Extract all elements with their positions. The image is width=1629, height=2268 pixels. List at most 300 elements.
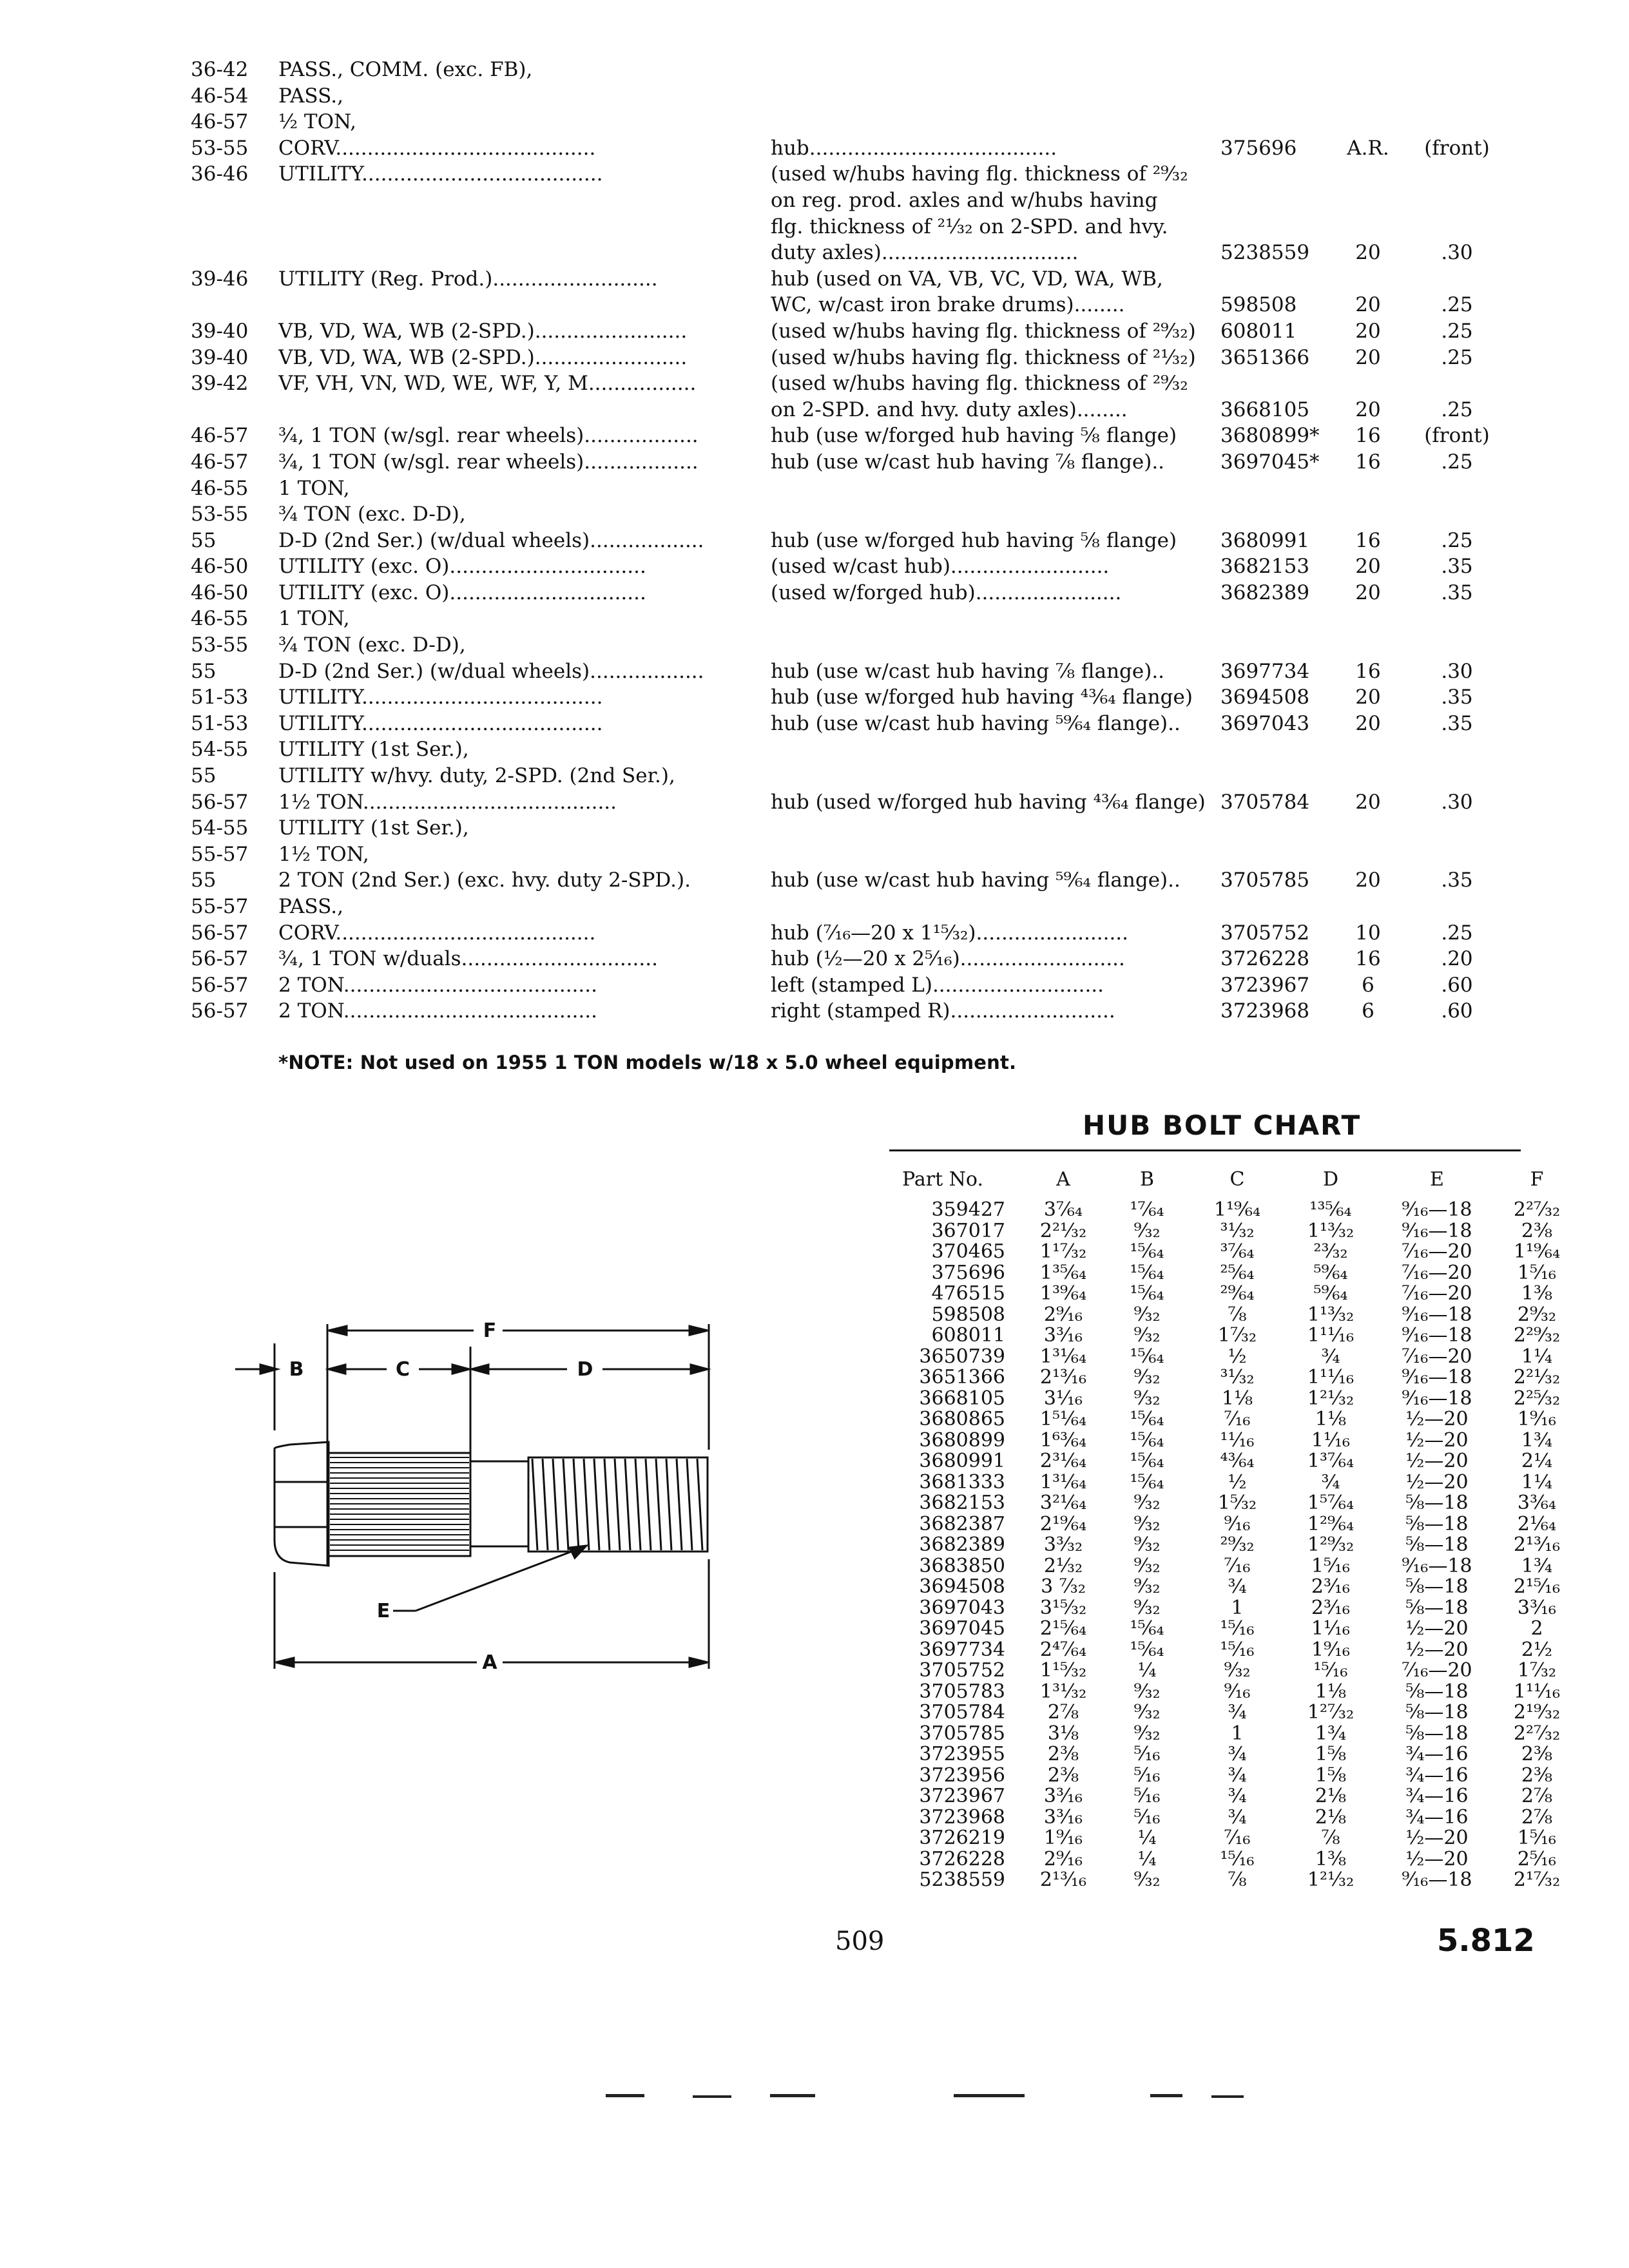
chart-part-no: 3726219 bbox=[919, 1827, 1005, 1849]
chart-row bbox=[896, 1743, 1553, 1765]
header-f: F bbox=[1530, 1168, 1544, 1191]
chart-d: 1¹⁄₁₆ bbox=[1311, 1617, 1351, 1640]
hub-bolt-chart bbox=[896, 1160, 1561, 1891]
chart-part-no: 367017 bbox=[931, 1219, 1005, 1242]
listing-row bbox=[191, 658, 1492, 685]
plain-shank bbox=[470, 1461, 528, 1546]
chart-d: 1¹¹⁄₁₆ bbox=[1307, 1366, 1354, 1389]
chart-a: 3⁷⁄₆₄ bbox=[1043, 1198, 1083, 1221]
chart-a: 2⁴⁷⁄₆₄ bbox=[1039, 1638, 1087, 1661]
listing-part-no: 3723968 bbox=[1220, 999, 1310, 1023]
listing-part-no: 3726228 bbox=[1220, 947, 1310, 971]
scan-mark bbox=[606, 2094, 644, 2097]
listing-years: 56-57 bbox=[191, 973, 249, 997]
listing-row bbox=[191, 345, 1492, 371]
hub-bolt-diagram bbox=[232, 1289, 735, 1765]
label-f: F bbox=[483, 1320, 497, 1342]
chart-c: 1⅛ bbox=[1221, 1387, 1253, 1410]
chart-c: ³⁷⁄₆₄ bbox=[1220, 1240, 1255, 1263]
chart-c: ¾ bbox=[1228, 1743, 1247, 1765]
listing-description: hub (use w/cast hub having ⅞ flange).. bbox=[771, 450, 1165, 474]
listing-description: hub (use w/forged hub having ⁴³⁄₆₄ flange) bbox=[771, 686, 1193, 709]
chart-f: 2⅜ bbox=[1521, 1743, 1553, 1765]
header-c: C bbox=[1229, 1168, 1245, 1191]
chart-d: 1⁵⁷⁄₆₄ bbox=[1307, 1492, 1354, 1514]
chart-a: 3²¹⁄₆₄ bbox=[1039, 1492, 1087, 1514]
chart-part-no: 3668105 bbox=[919, 1387, 1005, 1410]
listing-model: 1½ TON, bbox=[278, 842, 369, 866]
chart-row bbox=[896, 1805, 1553, 1829]
chart-part-no: 598508 bbox=[931, 1303, 1005, 1326]
listing-part-no: 3668105 bbox=[1220, 398, 1310, 421]
listing-model: PASS., COMM. (exc. FB), bbox=[278, 58, 533, 81]
chart-c: ⁷⁄₁₆ bbox=[1224, 1827, 1251, 1849]
header-d: D bbox=[1322, 1168, 1339, 1191]
chart-a: 2⅜ bbox=[1047, 1743, 1079, 1765]
chart-d: ¾ bbox=[1321, 1470, 1340, 1494]
arrowhead bbox=[689, 1326, 708, 1335]
chart-row bbox=[896, 1261, 1557, 1284]
chart-d: 1¹⁄₁₆ bbox=[1311, 1428, 1351, 1452]
arrowhead bbox=[691, 1365, 708, 1374]
listing-years: 53-55 bbox=[191, 633, 249, 657]
listing-model: UTILITY...................................... bbox=[278, 162, 603, 186]
chart-e: ¾—16 bbox=[1405, 1805, 1469, 1829]
chart-e: ⅝—18 bbox=[1405, 1575, 1469, 1598]
listing-price: .30 bbox=[1441, 790, 1473, 814]
listing-quantity: 20 bbox=[1355, 398, 1381, 421]
chart-a: 3¹⁄₁₆ bbox=[1043, 1387, 1083, 1410]
listing-part-no: 3680899* bbox=[1220, 424, 1320, 448]
chart-a: 1³⁵⁄₆₄ bbox=[1039, 1261, 1087, 1284]
listing-model: 1 TON, bbox=[278, 607, 350, 631]
chart-row bbox=[896, 1345, 1553, 1368]
header-a: A bbox=[1056, 1168, 1070, 1191]
chart-f: 1¾ bbox=[1521, 1428, 1553, 1452]
listing-quantity: 20 bbox=[1355, 555, 1381, 579]
chart-part-no: 3651366 bbox=[919, 1366, 1005, 1389]
chart-c: 1 bbox=[1231, 1596, 1244, 1619]
chart-a: 1³¹⁄₆₄ bbox=[1039, 1470, 1087, 1494]
listing-model: 1½ TON........................................ bbox=[278, 790, 617, 814]
chart-row bbox=[896, 1198, 1561, 1221]
scan-mark bbox=[1150, 2094, 1182, 2097]
listing-quantity: 6 bbox=[1362, 999, 1374, 1023]
listing-description: (used w/forged hub)....................... bbox=[771, 581, 1122, 604]
chart-part-no: 375696 bbox=[931, 1261, 1005, 1284]
listing-part-no: 608011 bbox=[1220, 319, 1297, 343]
listing-model: ¾ TON (exc. D-D), bbox=[278, 633, 466, 657]
chart-f: 2½ bbox=[1521, 1638, 1553, 1661]
chart-b: ⁵⁄₁₆ bbox=[1133, 1785, 1161, 1807]
chart-d: 1⅛ bbox=[1315, 1680, 1347, 1703]
listing-part-no: 3682153 bbox=[1220, 555, 1310, 579]
listing-price: (front) bbox=[1424, 136, 1490, 160]
listing-part-no: 3723967 bbox=[1220, 973, 1310, 997]
page-number: 509 bbox=[835, 1927, 885, 1956]
chart-f: 2¼ bbox=[1521, 1450, 1553, 1472]
chart-d: 1²⁷⁄₃₂ bbox=[1307, 1701, 1354, 1724]
chart-part-no: 370465 bbox=[931, 1240, 1005, 1263]
chart-f: 2²⁷⁄₃₂ bbox=[1513, 1722, 1561, 1745]
listing-years: 55 bbox=[191, 528, 217, 552]
listing-years: 39-46 bbox=[191, 267, 249, 291]
parts-listing bbox=[191, 57, 1492, 1024]
listing-years: 46-50 bbox=[191, 581, 249, 604]
chart-d: 1²⁹⁄₆₄ bbox=[1307, 1512, 1354, 1535]
chart-a: 1³¹⁄₃₂ bbox=[1039, 1680, 1087, 1703]
chart-e: ⅝—18 bbox=[1405, 1722, 1469, 1745]
listing-years: 46-57 bbox=[191, 424, 249, 448]
listing-row bbox=[191, 553, 1492, 580]
listing-price: .25 bbox=[1441, 398, 1473, 421]
listing-row bbox=[191, 318, 1492, 345]
chart-row bbox=[896, 1785, 1553, 1807]
chart-a: 2⁹⁄₁₆ bbox=[1043, 1847, 1083, 1870]
thread-line bbox=[563, 1459, 568, 1550]
listing-description: (used w/cast hub)......................... bbox=[771, 555, 1110, 579]
chart-b: ⁹⁄₃₂ bbox=[1133, 1680, 1161, 1703]
listing-description: (used w/hubs having flg. thickness of ²¹⁄₃₂) bbox=[771, 345, 1196, 369]
listing-row bbox=[191, 815, 1492, 841]
chart-f: 1¹¹⁄₁₆ bbox=[1513, 1680, 1561, 1703]
thread-line bbox=[553, 1459, 558, 1550]
listing-description: hub....................................... bbox=[771, 136, 1057, 160]
chart-d: ¹⁵⁄₁₆ bbox=[1313, 1659, 1348, 1682]
chart-b: ⁹⁄₃₂ bbox=[1133, 1533, 1161, 1556]
chart-c: ⁹⁄₃₂ bbox=[1224, 1659, 1251, 1682]
listing-quantity: 16 bbox=[1355, 659, 1381, 683]
chart-e: ½—20 bbox=[1405, 1428, 1469, 1452]
chart-b: ⁹⁄₃₂ bbox=[1133, 1701, 1161, 1724]
chart-b: ⁹⁄₃₂ bbox=[1133, 1492, 1161, 1514]
chart-b: ¹⁵⁄₆₄ bbox=[1130, 1240, 1164, 1263]
chart-row bbox=[896, 1366, 1561, 1389]
chart-b: ¹⁵⁄₆₄ bbox=[1130, 1345, 1164, 1368]
chart-part-no: 3697043 bbox=[919, 1596, 1005, 1619]
listing-price: .25 bbox=[1441, 345, 1473, 369]
thread-line bbox=[574, 1459, 579, 1550]
chart-part-no: 608011 bbox=[931, 1324, 1005, 1347]
thread-line bbox=[543, 1459, 548, 1550]
chart-e: ⁹⁄₁₆—18 bbox=[1402, 1387, 1472, 1410]
chart-row bbox=[896, 1470, 1553, 1494]
listing-price: .25 bbox=[1441, 450, 1473, 474]
listing-part-no: 3651366 bbox=[1220, 345, 1310, 369]
chart-e: ⁹⁄₁₆—18 bbox=[1402, 1219, 1472, 1242]
listing-years: 46-55 bbox=[191, 476, 249, 500]
chart-e: ½—20 bbox=[1405, 1450, 1469, 1472]
listing-description: hub (use w/forged hub having ⅝ flange) bbox=[771, 528, 1177, 552]
chart-a: 2¹³⁄₁₆ bbox=[1039, 1869, 1087, 1891]
header-part-no: Part No. bbox=[902, 1168, 983, 1191]
listing-model: UTILITY...................................... bbox=[278, 686, 603, 709]
listing-model: 1 TON, bbox=[278, 476, 350, 500]
chart-d: 1³⁷⁄₆₄ bbox=[1307, 1450, 1354, 1472]
thread-line bbox=[604, 1459, 610, 1550]
chart-c: ¾ bbox=[1228, 1785, 1247, 1807]
chart-row bbox=[896, 1512, 1557, 1535]
chart-a: 2¹⁵⁄₆₄ bbox=[1039, 1617, 1087, 1640]
listing-price: .35 bbox=[1441, 555, 1473, 579]
thread-line bbox=[646, 1459, 651, 1550]
chart-e: ⁷⁄₁₆—20 bbox=[1402, 1261, 1472, 1284]
listing-years: 39-42 bbox=[191, 372, 249, 396]
chart-f: 1⁹⁄₁₆ bbox=[1517, 1408, 1557, 1430]
listing-price: .25 bbox=[1441, 319, 1473, 343]
chart-d: 1⁹⁄₁₆ bbox=[1311, 1638, 1351, 1661]
listing-row bbox=[191, 998, 1492, 1024]
chart-row bbox=[896, 1492, 1557, 1514]
chart-b: ⁹⁄₃₂ bbox=[1133, 1596, 1161, 1619]
section-number: 5.812 bbox=[1437, 1923, 1535, 1959]
chart-f: 1¹⁹⁄₆₄ bbox=[1513, 1240, 1561, 1263]
listing-row bbox=[191, 684, 1492, 711]
chart-row bbox=[896, 1240, 1561, 1263]
thread-line bbox=[677, 1459, 682, 1550]
listing-row bbox=[191, 894, 1492, 920]
chart-d: 1²⁹⁄₃₂ bbox=[1307, 1533, 1354, 1556]
chart-header-row bbox=[896, 1160, 1544, 1200]
chart-a: 3¹⁵⁄₃₂ bbox=[1039, 1596, 1087, 1619]
chart-e: ½—20 bbox=[1405, 1617, 1469, 1640]
chart-f: 2²⁷⁄₃₂ bbox=[1513, 1198, 1561, 1221]
listing-description: flg. thickness of ²¹⁄₃₂ on 2-SPD. and hvy. bbox=[771, 215, 1168, 238]
chart-d: ⁵⁹⁄₆₄ bbox=[1313, 1261, 1348, 1284]
listing-part-no: 3680991 bbox=[1220, 528, 1310, 552]
chart-e: ⁷⁄₁₆—20 bbox=[1402, 1282, 1472, 1305]
chart-a: 2¹⁹⁄₆₄ bbox=[1039, 1512, 1087, 1535]
scan-mark bbox=[954, 2094, 1025, 2097]
listing-quantity: 16 bbox=[1355, 424, 1381, 448]
chart-b: ⁹⁄₃₂ bbox=[1133, 1387, 1161, 1410]
chart-b: ⁹⁄₃₂ bbox=[1133, 1303, 1161, 1326]
thread-line bbox=[584, 1459, 589, 1550]
chart-a: 1⁶³⁄₆₄ bbox=[1039, 1428, 1087, 1452]
listing-row bbox=[191, 867, 1492, 894]
thread-line bbox=[625, 1459, 630, 1550]
chart-a: 2¹⁄₃₂ bbox=[1043, 1554, 1083, 1577]
listing-part-no: 3697734 bbox=[1220, 659, 1310, 683]
listing-price: .25 bbox=[1441, 921, 1473, 945]
chart-a: 3³⁄₁₆ bbox=[1043, 1805, 1083, 1829]
chart-a: 1³⁹⁄₆₄ bbox=[1039, 1282, 1087, 1305]
knurl-lines bbox=[330, 1457, 469, 1550]
chart-b: ⁹⁄₃₂ bbox=[1133, 1512, 1161, 1535]
listing-years: 53-55 bbox=[191, 503, 249, 526]
listing-model: D-D (2nd Ser.) (w/dual wheels).................. bbox=[278, 528, 704, 552]
chart-f: 2¹⁷⁄₃₂ bbox=[1513, 1869, 1561, 1891]
listing-model: 2 TON........................................ bbox=[278, 973, 597, 997]
chart-c: ¾ bbox=[1228, 1763, 1247, 1787]
listing-years: 56-57 bbox=[191, 790, 249, 814]
chart-row bbox=[896, 1701, 1561, 1724]
label-b: B bbox=[289, 1358, 304, 1381]
listing-price: .60 bbox=[1441, 973, 1473, 997]
chart-part-no: 3723968 bbox=[919, 1805, 1005, 1829]
chart-a: 2²¹⁄₃₂ bbox=[1039, 1219, 1087, 1242]
chart-b: ¹⁵⁄₆₄ bbox=[1130, 1450, 1164, 1472]
arrowhead bbox=[452, 1365, 469, 1374]
chart-c: ⅞ bbox=[1228, 1869, 1247, 1891]
chart-d: ²³⁄₃₂ bbox=[1313, 1240, 1348, 1263]
chart-d: 1⁵⁄₁₆ bbox=[1311, 1554, 1351, 1577]
listing-years: 36-46 bbox=[191, 162, 249, 186]
listing-row bbox=[191, 920, 1492, 947]
chart-part-no: 3682389 bbox=[919, 1533, 1005, 1556]
listing-years: 36-42 bbox=[191, 58, 249, 81]
chart-c: ½ bbox=[1228, 1345, 1247, 1368]
chart-b: ⁹⁄₃₂ bbox=[1133, 1575, 1161, 1598]
listing-row bbox=[191, 946, 1492, 972]
chart-c: ¹⁵⁄₁₆ bbox=[1220, 1847, 1255, 1870]
chart-e: ⅝—18 bbox=[1405, 1492, 1469, 1514]
listing-row bbox=[191, 292, 1492, 318]
listing-description: left (stamped L)........................... bbox=[771, 973, 1104, 997]
listing-price: .35 bbox=[1441, 686, 1473, 709]
chart-d: ⅞ bbox=[1321, 1827, 1340, 1849]
listing-description: right (stamped R).......................... bbox=[771, 999, 1115, 1023]
listing-description: hub (use w/cast hub having ⁵⁹⁄₆₄ flange).. bbox=[771, 869, 1181, 892]
chart-row bbox=[896, 1533, 1561, 1556]
chart-b: ¼ bbox=[1137, 1659, 1157, 1682]
chart-a: 2¹³⁄₁₆ bbox=[1039, 1366, 1087, 1389]
label-e: E bbox=[376, 1600, 390, 1622]
chart-d: 1¾ bbox=[1315, 1722, 1347, 1745]
chart-d: 1⅝ bbox=[1315, 1743, 1347, 1765]
listing-model: UTILITY (1st Ser.), bbox=[278, 816, 469, 840]
listing-quantity: 20 bbox=[1355, 345, 1381, 369]
thread-line bbox=[656, 1459, 661, 1550]
chart-e: ⅝—18 bbox=[1405, 1512, 1469, 1535]
chart-part-no: 3650739 bbox=[919, 1345, 1005, 1368]
chart-f: 2²⁹⁄₃₂ bbox=[1513, 1324, 1561, 1347]
listing-quantity: 16 bbox=[1355, 450, 1381, 474]
chart-b: ⁹⁄₃₂ bbox=[1133, 1324, 1161, 1347]
chart-e: ½—20 bbox=[1405, 1847, 1469, 1870]
chart-b: ¹⁵⁄₆₄ bbox=[1130, 1261, 1164, 1284]
thread-line bbox=[594, 1459, 599, 1550]
listing-years: 39-40 bbox=[191, 345, 249, 369]
chart-row bbox=[896, 1827, 1557, 1849]
chart-d: 2⅛ bbox=[1315, 1805, 1347, 1829]
listing-price: .30 bbox=[1441, 659, 1473, 683]
listing-row bbox=[191, 632, 1492, 658]
listing-model: VB, VD, WA, WB (2-SPD.)........................ bbox=[278, 319, 688, 343]
chart-b: ¹⁵⁄₆₄ bbox=[1130, 1470, 1164, 1494]
listing-quantity: 20 bbox=[1355, 711, 1381, 735]
listing-row bbox=[191, 83, 1492, 110]
listing-quantity: 20 bbox=[1355, 686, 1381, 709]
chart-c: ⅞ bbox=[1228, 1303, 1247, 1326]
chart-row bbox=[896, 1617, 1543, 1640]
listing-description: (used w/hubs having flg. thickness of ²⁹⁄₃₂ bbox=[771, 162, 1188, 186]
listing-model: ¾, 1 TON (w/sgl. rear wheels).................. bbox=[278, 450, 699, 474]
listing-row bbox=[191, 109, 1492, 135]
listing-price: .35 bbox=[1441, 711, 1473, 735]
listing-row bbox=[191, 161, 1492, 187]
listing-row bbox=[191, 501, 1492, 528]
chart-d: 1²¹⁄₃₂ bbox=[1307, 1387, 1354, 1410]
chart-e: ¾—16 bbox=[1405, 1785, 1469, 1807]
listing-model: PASS., bbox=[278, 84, 343, 108]
listing-model: VB, VD, WA, WB (2-SPD.)........................ bbox=[278, 345, 688, 369]
chart-part-no: 3705783 bbox=[919, 1680, 1005, 1703]
listing-row bbox=[191, 187, 1492, 214]
chart-b: ¹⁷⁄₆₄ bbox=[1130, 1198, 1164, 1221]
chart-row bbox=[896, 1450, 1553, 1472]
chart-f: 1¾ bbox=[1521, 1554, 1553, 1577]
scan-artifacts bbox=[0, 2081, 1629, 2120]
chart-b: ⁵⁄₁₆ bbox=[1133, 1805, 1161, 1829]
chart-row bbox=[896, 1638, 1553, 1661]
chart-a: 2⁷⁄₈ bbox=[1047, 1701, 1079, 1724]
listing-quantity: 20 bbox=[1355, 790, 1381, 814]
chart-part-no: 3723967 bbox=[919, 1785, 1005, 1807]
chart-e: ½—20 bbox=[1405, 1470, 1469, 1494]
chart-d: 1⅛ bbox=[1315, 1408, 1347, 1430]
chart-f: 2¹⁹⁄₃₂ bbox=[1513, 1701, 1561, 1724]
chart-c: ⁹⁄₁₆ bbox=[1224, 1680, 1251, 1703]
listing-quantity: 16 bbox=[1355, 528, 1381, 552]
chart-a: 3³⁄₁₆ bbox=[1043, 1785, 1083, 1807]
chart-e: ½—20 bbox=[1405, 1638, 1469, 1661]
listing-years: 55 bbox=[191, 659, 217, 683]
chart-c: 1⁷⁄₃₂ bbox=[1217, 1324, 1257, 1347]
chart-c: 1¹⁹⁄₆₄ bbox=[1213, 1198, 1261, 1221]
listing-model: UTILITY...................................... bbox=[278, 711, 603, 735]
chart-b: ¹⁵⁄₆₄ bbox=[1130, 1617, 1164, 1640]
listing-years: 46-54 bbox=[191, 84, 249, 108]
listing-row bbox=[191, 135, 1492, 162]
chart-f: 3³⁄₁₆ bbox=[1517, 1596, 1557, 1619]
listing-model: UTILITY w/hvy. duty, 2-SPD. (2nd Ser.), bbox=[278, 764, 675, 788]
chart-d: 1¹³⁄₃₂ bbox=[1307, 1303, 1354, 1326]
chart-b: ⁵⁄₁₆ bbox=[1133, 1763, 1161, 1787]
listing-part-no: 3705784 bbox=[1220, 790, 1310, 814]
listing-price: .35 bbox=[1441, 581, 1473, 604]
chart-f: 1¼ bbox=[1521, 1470, 1553, 1494]
chart-e: ⁷⁄₁₆—20 bbox=[1402, 1659, 1472, 1682]
chart-part-no: 3697734 bbox=[919, 1638, 1005, 1661]
chart-e: ⁹⁄₁₆—18 bbox=[1402, 1324, 1472, 1347]
chart-part-no: 3682387 bbox=[919, 1512, 1005, 1535]
chart-a: 1¹⁷⁄₃₂ bbox=[1039, 1240, 1087, 1263]
chart-e: ½—20 bbox=[1405, 1408, 1469, 1430]
chart-f: 3³⁄₆₄ bbox=[1517, 1492, 1557, 1514]
chart-c: ³¹⁄₃₂ bbox=[1220, 1219, 1255, 1242]
chart-e: ⁹⁄₁₆—18 bbox=[1402, 1869, 1472, 1891]
chart-b: ¹⁵⁄₆₄ bbox=[1130, 1638, 1164, 1661]
chart-d: 2⅛ bbox=[1315, 1785, 1347, 1807]
listing-model: ¾, 1 TON (w/sgl. rear wheels).................. bbox=[278, 424, 699, 448]
listing-years: 54-55 bbox=[191, 738, 249, 762]
chart-part-no: 5238559 bbox=[919, 1869, 1005, 1891]
listing-model: ¾, 1 TON w/duals............................... bbox=[278, 947, 658, 971]
listing-description: duty axles)............................... bbox=[771, 241, 1079, 265]
listing-model: PASS., bbox=[278, 895, 343, 918]
chart-c: ¹⁵⁄₁₆ bbox=[1220, 1617, 1255, 1640]
chart-a: 1⁵¹⁄₆₄ bbox=[1039, 1408, 1087, 1430]
listing-row bbox=[191, 580, 1492, 606]
chart-d: 1¹¹⁄₁₆ bbox=[1307, 1324, 1354, 1347]
listing-years: 46-57 bbox=[191, 450, 249, 474]
listing-model: 2 TON........................................ bbox=[278, 999, 597, 1023]
listing-part-no: 5238559 bbox=[1220, 241, 1310, 265]
listing-row bbox=[191, 266, 1492, 293]
listing-model: UTILITY (exc. O)............................... bbox=[278, 581, 646, 604]
chart-row bbox=[896, 1847, 1557, 1870]
